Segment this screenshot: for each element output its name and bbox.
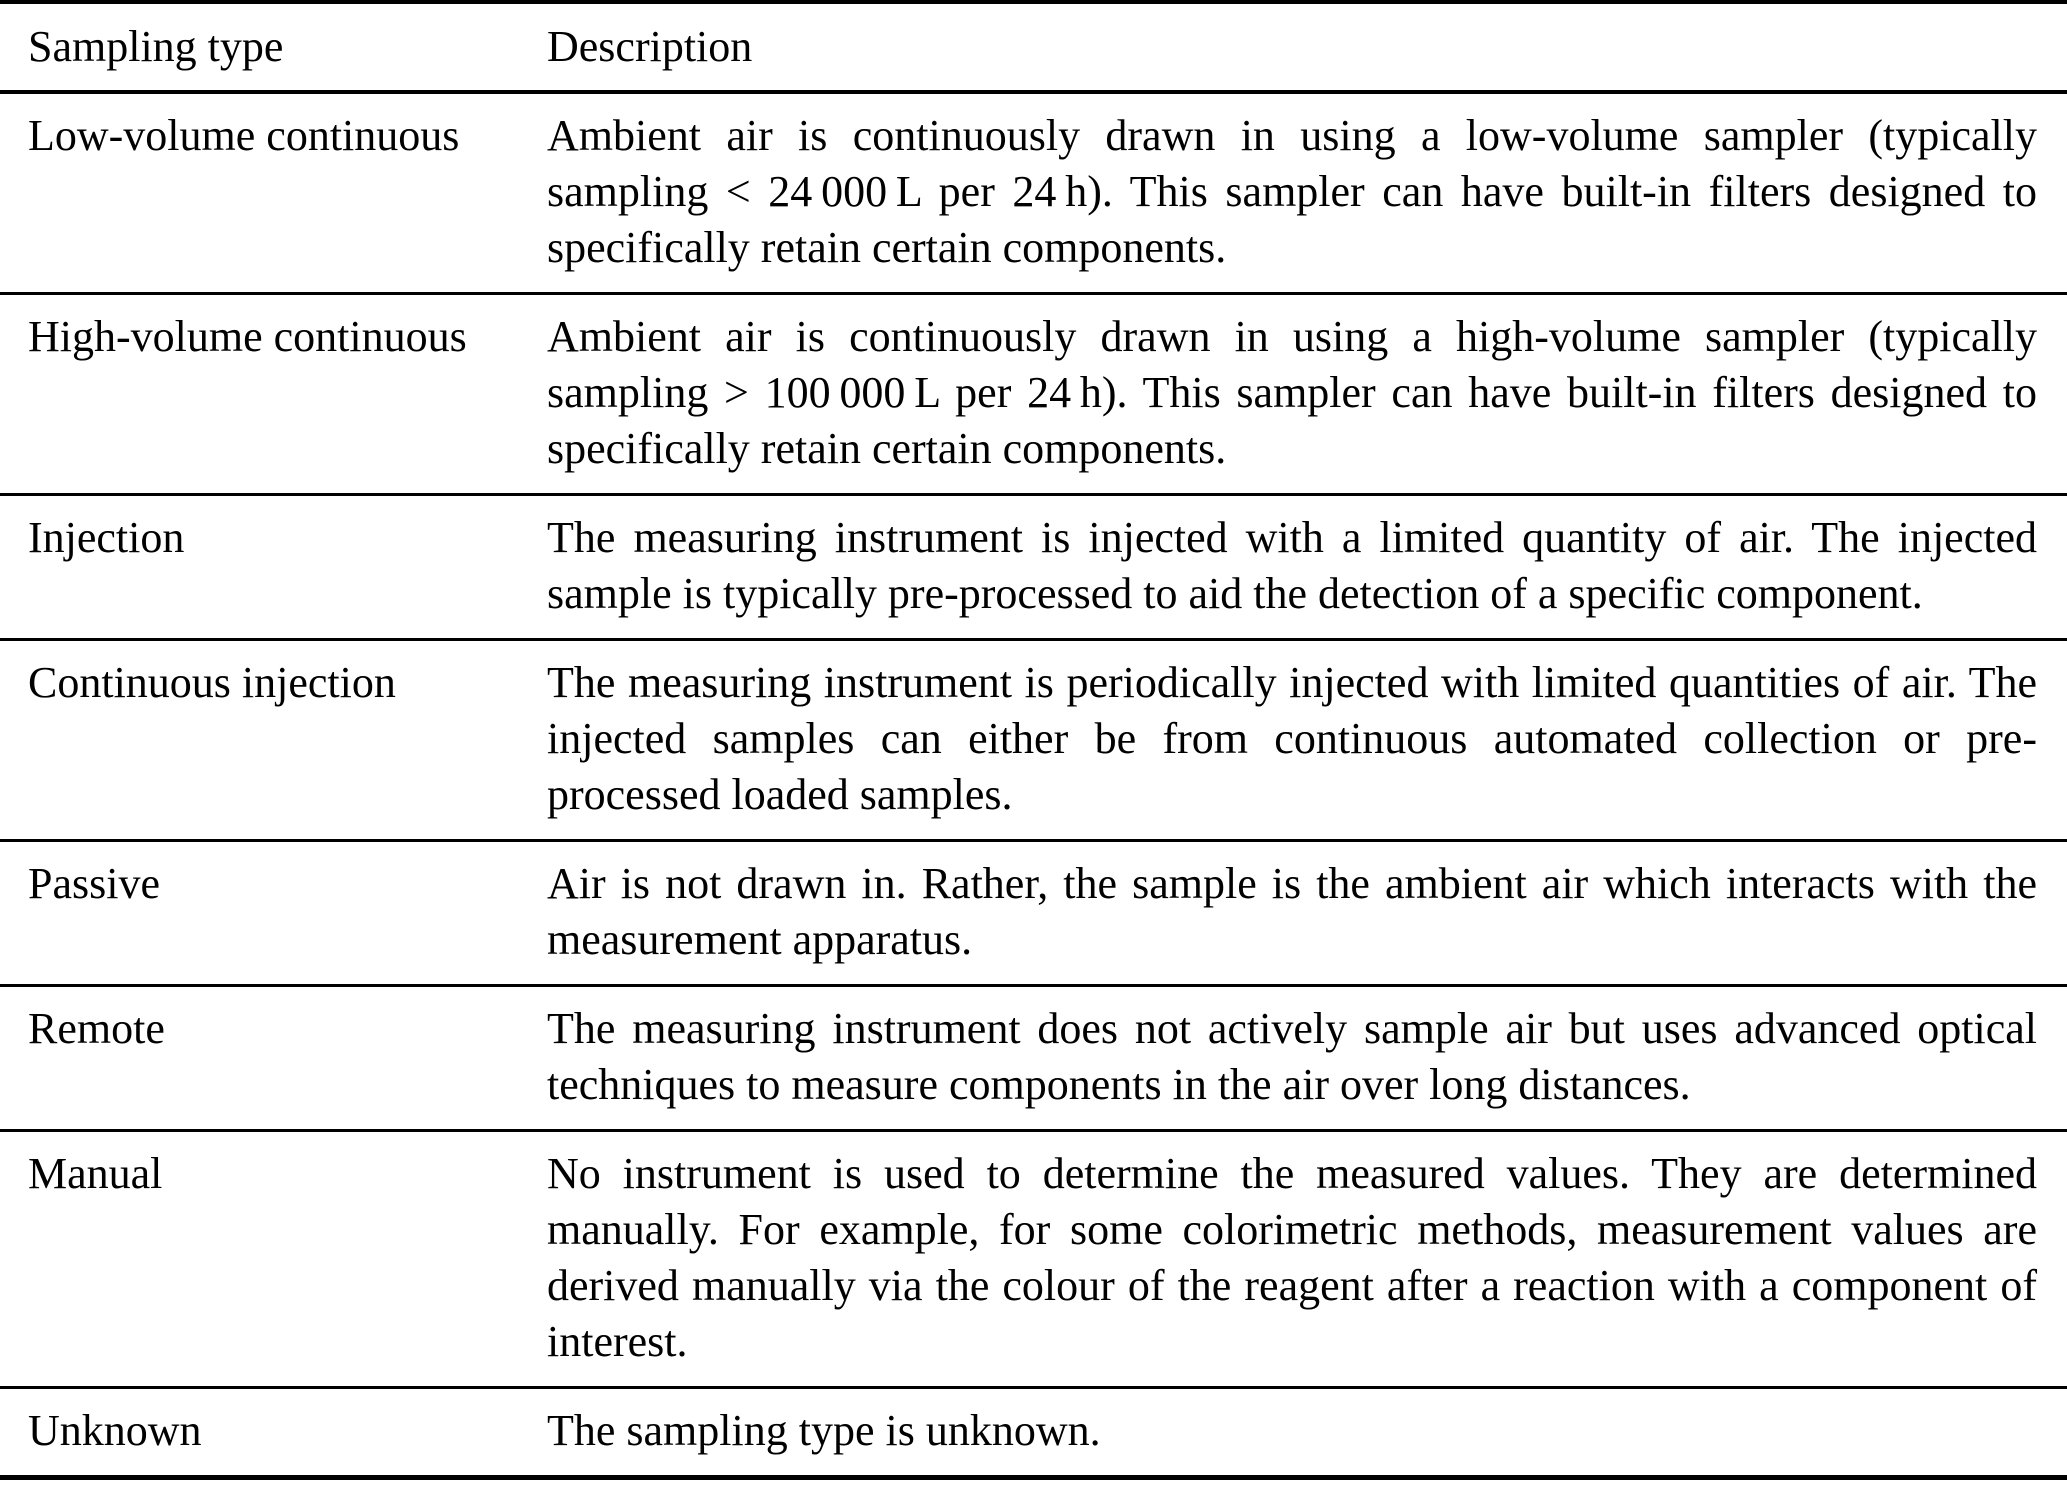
sampling-type-cell: Continuous injection bbox=[28, 658, 396, 707]
description-cell: No instrument is used to determine the measured values. They are determined manually. For example, for some colorimetric methods, measurement values are derived manually via the colour of the reagent after a reaction with a component of interest. bbox=[547, 1149, 2037, 1366]
sampling-type-cell: High-volume continuous bbox=[28, 312, 467, 361]
sampling-type-cell: Unknown bbox=[28, 1406, 202, 1455]
column-header-sampling-type: Sampling type bbox=[28, 22, 284, 71]
description-cell: The measuring instrument is injected with a limited quantity of air. The injected sample is typically pre-processed to aid the detection of a specific component. bbox=[547, 513, 2037, 618]
table-row-remote bbox=[0, 986, 2067, 1131]
table-row-manual bbox=[0, 1131, 2067, 1388]
table-row-passive bbox=[0, 841, 2067, 986]
table-row-low-volume-continuous bbox=[0, 92, 2067, 294]
sampling-type-cell: Remote bbox=[28, 1004, 165, 1053]
column-header-description: Description bbox=[547, 22, 753, 71]
table-row-continuous-injection bbox=[0, 640, 2067, 841]
table-row-high-volume-continuous bbox=[0, 294, 2067, 495]
sampling-type-cell: Injection bbox=[28, 513, 185, 562]
description-cell: Air is not drawn in. Rather, the sample is the ambient air which interacts with the measurement apparatus. bbox=[547, 859, 2037, 964]
description-cell: Ambient air is continuously drawn in using a low-volume sampler (typically sampling < 24 000 L per 24 h). This sampler can have built-in filters designed to specifically retain certain components. bbox=[547, 111, 2037, 272]
sampling-type-cell: Manual bbox=[28, 1149, 163, 1198]
table-row-unknown bbox=[0, 1388, 2067, 1478]
description-cell: Ambient air is continuously drawn in using a high-volume sampler (typically sampling > 100 000 L per 24 h). This sampler can have built-in filters designed to specifically retain certain components. bbox=[547, 312, 2037, 473]
header-row bbox=[0, 2, 2067, 92]
sampling-type-cell: Passive bbox=[28, 859, 160, 908]
sampling-type-cell: Low-volume continuous bbox=[28, 111, 460, 160]
table-row-injection bbox=[0, 495, 2067, 640]
description-cell: The measuring instrument is periodically injected with limited quantities of air. The injected samples can either be from continuous automated collection or pre-processed loaded samples. bbox=[547, 658, 2037, 819]
description-cell: The sampling type is unknown. bbox=[547, 1406, 1101, 1455]
description-cell: The measuring instrument does not actively sample air but uses advanced optical techniques to measure components in the air over long distances. bbox=[547, 1004, 2037, 1109]
